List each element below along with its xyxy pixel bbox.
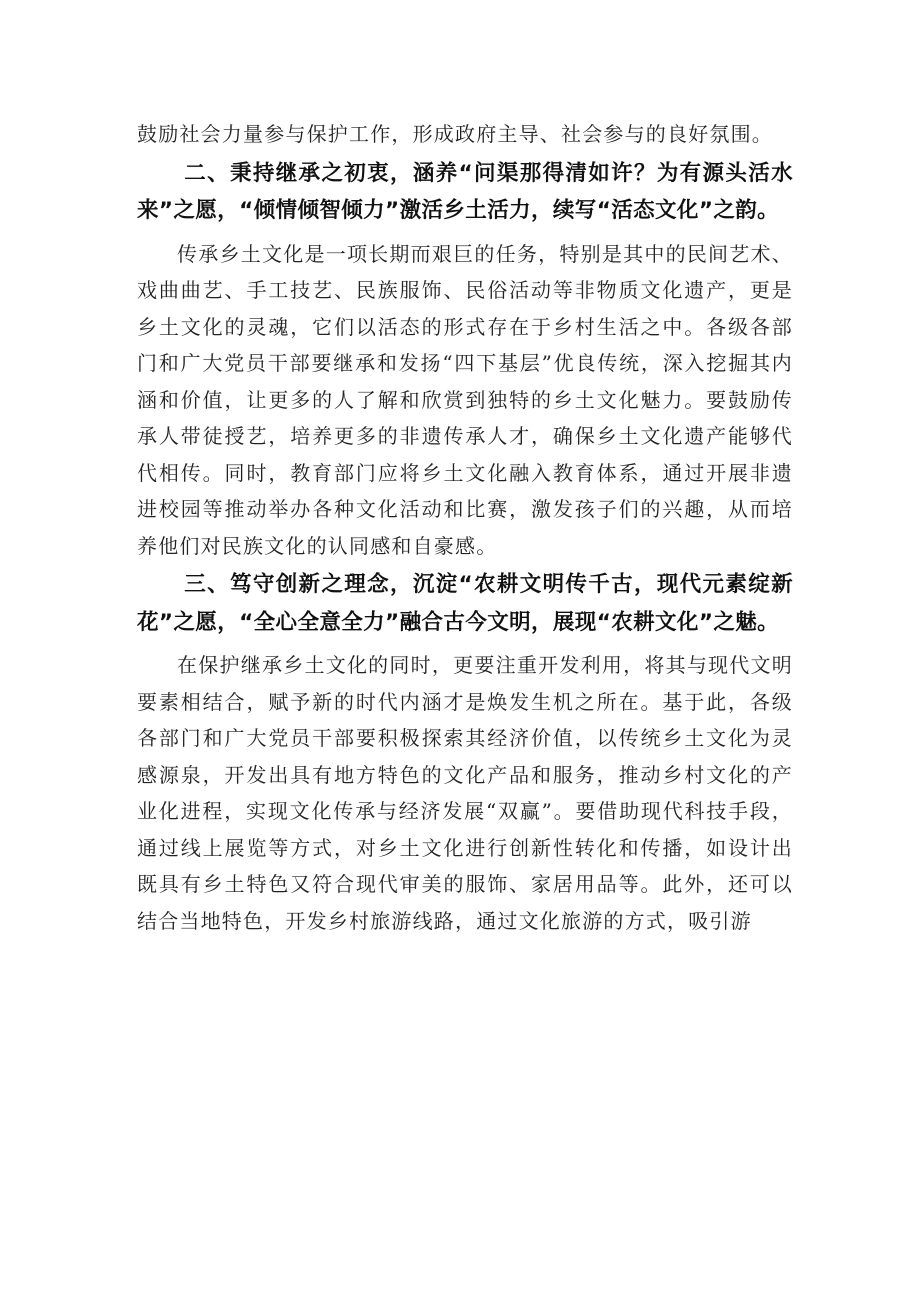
section-heading-3: 三、笃守创新之理念，沉淀“农耕文明传千古，现代元素绽新花”之愿，“全心全意全力”融合古今文明，展现“农耕文化”之魅。 (137, 572, 793, 635)
paragraph-inheritance: 传承乡土文化是一项长期而艰巨的任务，特别是其中的民间艺术、戏曲曲艺、手工技艺、民族服饰、民俗活动等非物质文化遗产，更是乡土文化的灵魂，它们以活态的形式存在于乡村生活之中。各级各部门和广大党员干部要继承和发扬“四下基层”优良传统，深入挖掘其内涵和价值，让更多的人了解和欣赏到独特的乡土文化魅力。要鼓励传承人带徒授艺，培养更多的非遗传承人才，确保乡土文化遗产能够代代相传。同时，教育部门应将乡土文化融入教育体系，通过开展非遗进校园等推动举办各种文化活动和比赛，激发孩子们的兴趣，从而培养他们对民族文化的认同感和自豪感。 (137, 241, 793, 558)
document-body (137, 116, 793, 939)
paragraph-continuation: 鼓励社会力量参与保护工作，形成政府主导、社会参与的良好氛围。 (137, 122, 773, 146)
section-heading-2: 二、秉持继承之初衷，涵养“问渠那得清如许？为有源头活水来”之愿，“倾情倾智倾力”激活乡土活力，续写“活态文化”之韵。 (137, 160, 793, 223)
paragraph-innovation: 在保护继承乡土文化的同时，更要注重开发利用，将其与现代文明要素相结合，赋予新的时代内涵才是焕发生机之所在。基于此，各级各部门和广大党员干部要积极探索其经济价值，以传统乡土文化为灵感源泉，开发出具有地方特色的文化产品和服务，推动乡村文化的产业化进程，实现文化传承与经济发展“双赢”。要借助现代科技手段，通过线上展览等方式，对乡土文化进行创新性转化和传播，如设计出既具有乡土特色又符合现代审美的服饰、家居用品等。此外，还可以结合当地特色，开发乡村旅游线路，通过文化旅游的方式，吸引游 (137, 653, 793, 933)
